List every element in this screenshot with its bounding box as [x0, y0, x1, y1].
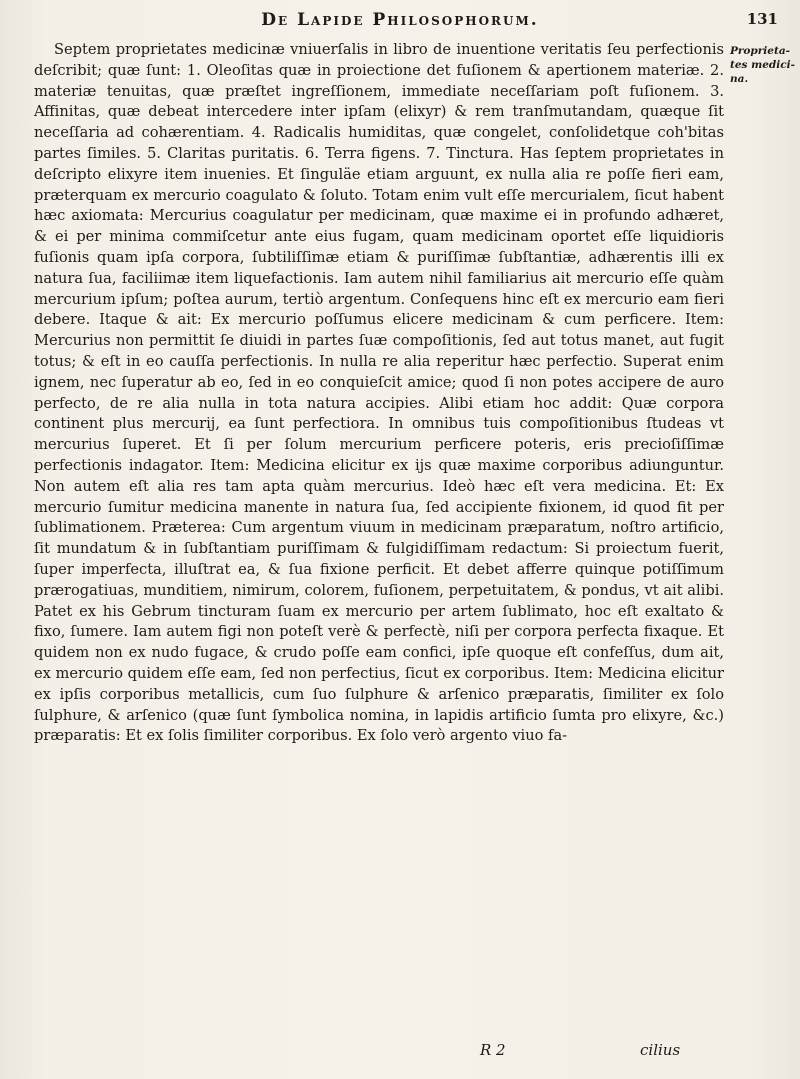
running-title: De Lapide Philosophorum.	[261, 10, 539, 30]
margin-note	[730, 44, 800, 86]
margin-note-line: na.	[730, 73, 749, 85]
catchword: cilius	[640, 1041, 681, 1059]
body-text	[34, 40, 724, 747]
margin-note-line: tes medici-	[730, 59, 795, 71]
page-number: 131	[746, 10, 778, 28]
page-footer	[0, 1041, 800, 1063]
margin-note-line: Proprieta-	[730, 45, 790, 57]
main-paragraph: Septem proprietates medicinæ vniuerſalis in libro de inuentione veritatis ſeu perfectionis deſcribit; quæ ſunt: 1. Oleoſitas quæ in proiectione det fuſionem & apertionem materiæ. 2. materiæ tenuitas, quæ præſtet ingreſſionem, immediate neceſſariam poſt fuſionem. 3. Affinitas, quæ debeat intercedere inter ipſam (elixyr) & rem tranſmutandam, quæque ſit neceſſaria ad cohærentiam. 4. Radicalis humiditas, quæ congelet, conſolidetque coh'bitas partes ſimiles. 5. Claritas puritatis. 6. Terra figens. 7. Tinctura. Has ſeptem proprietates in deſcripto elixyre item inuenies. Et ſinguläe etiam arguunt, ex nulla alia re poſſe fieri eam, præterquam ex mercurio coagulato & ſoluto. Totam enim vult eſſe mercurialem, ſicut habent hæc axiomata: Mercurius coagulatur per medicinam, quæ maxime ei in profundo adhæret, & ei per minima commiſcetur ante eius fugam, quam medicinam oportet eſſe liquidioris fuſionis quam ipſa corpora, ſubtiliſſimæ etiam & puriſſimæ ſubſtantiæ, adhærentis illi ex natura ſua, faciliimæ item liquefactionis. Iam autem nihil familiarius ait mercurio eſſe quàm mercurium ipſum; poſtea aurum, tertiò argentum. Conſequens hinc eſt ex mercurio eam fieri debere. Itaque & ait: Ex mercurio poſſumus elicere medicinam & cum perficere. Item: Mercurius non permittit ſe diuidi in partes ſuæ compoſitionis, ſed aut totus manet, aut fugit totus; & eſt in eo cauſſa perfectionis. In nulla re alia reperitur hæc perfectio. Superat enim ignem, nec ſuperatur ab eo, ſed in eo conquieſcit amice; quod ſi non potes accipere de auro perfecto, de re alia nulla in tota natura accipies. Alibi etiam hoc addit: Quæ corpora continent plus mercurij, ea ſunt perfectiora. In omnibus tuis compoſitionibus ſtudeas vt mercurius ſuperet. Et ſi per ſolum mercurium perficere poteris, eris precioſiſſimæ perfectionis indagator. Item: Medicina elicitur ex ijs quæ maxime corporibus adiunguntur. Non autem eſt alia res tam apta quàm mercurius. Ideò hæc eſt vera medicina. Et: Ex mercurio ſumitur medicina manente in natura ſua, ſed accipiente fixionem, id quod fit per ſublimationem. Præterea: Cum argentum viuum in medicinam præparatum, noſtro artificio, ſit mundatum & in ſubſtantiam puriſſimam & fulgidiſſimam redactum: Si proiectum fuerit, ſuper imperfecta, illuſtrat ea, & ſua fixione perficit. Et debet afferre quinque potiſſimum prærogatiuas, munditiem, nimirum, colorem, fuſionem, perpetuitatem, & pondus, vt ait alibi. Patet ex his Gebrum tincturam ſuam ex mercurio per artem ſublimato, hoc eſt exaltato & fixo, ſumere. Iam autem figi non poteſt verè & perfectè, niſi per corpora perfecta fixaque. Et quidem non ex nudo fugace, & crudo poſſe eam confici, ipſe quoque eſt confeſſus, dum ait, ex mercurio quidem eſſe eam, ſed non perfectius, ſicut ex corporibus. Item: Medicina elicitur ex ipſis corporibus metallicis, cum ſuo ſulphure & arſenico præparatis, ſimiliter ex ſolo ſulphure, & arſenico (quæ ſunt ſymbolica nomina, in lapidis artificio ſumta pro elixyre, &c.) præparatis: Et ex ſolis ſimiliter corporibus. Ex ſolo verò argento viuo fa-	[34, 41, 724, 745]
signature-mark: R 2	[480, 1041, 506, 1059]
page-header	[0, 10, 800, 34]
